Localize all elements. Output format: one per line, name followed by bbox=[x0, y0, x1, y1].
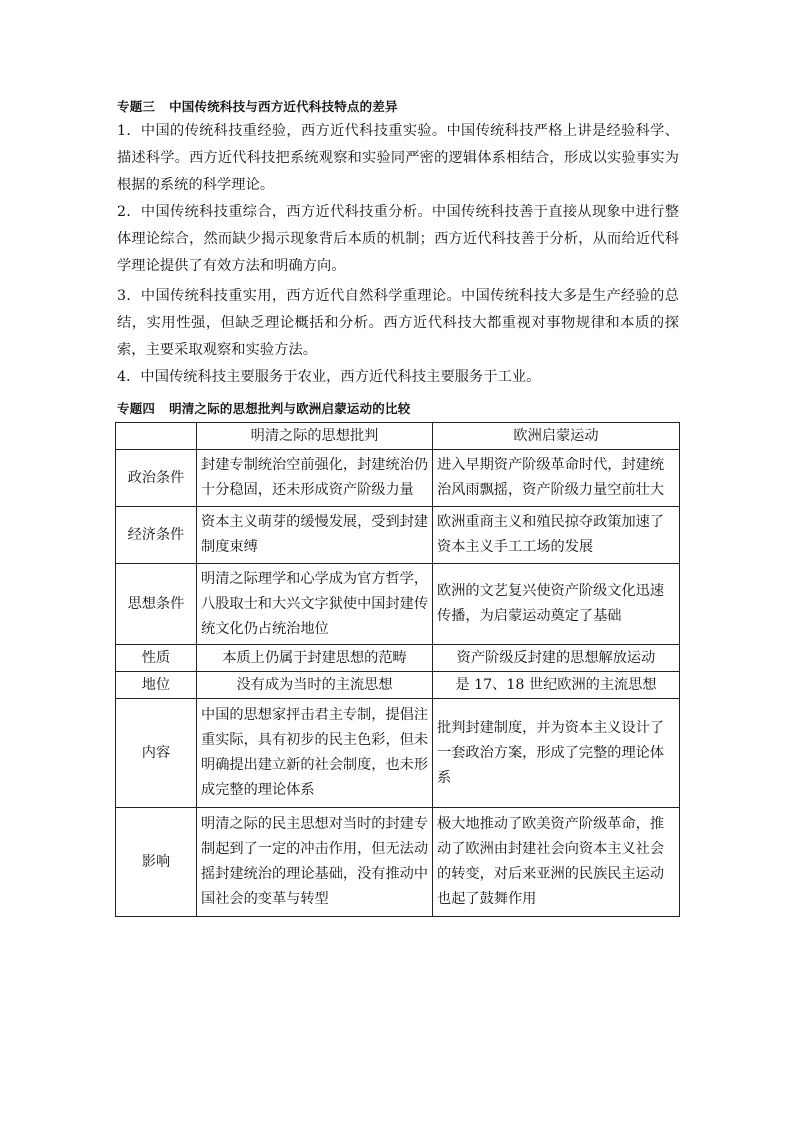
section-3-label: 专题三 bbox=[117, 99, 156, 114]
row-label: 政治条件 bbox=[116, 450, 197, 507]
row-label: 性质 bbox=[116, 645, 197, 672]
section-4-label: 专题四 bbox=[117, 401, 156, 416]
ming-qing-cell: 本质上仍属于封建思想的范畴 bbox=[197, 645, 433, 672]
row-label: 经济条件 bbox=[116, 507, 197, 564]
section-4-title: 明清之际的思想批判与欧洲启蒙运动的比较 bbox=[169, 401, 411, 416]
ming-qing-cell: 明清之际理学和心学成为官方哲学，八股取士和大兴文字狱使中国封建传统文化仍占统治地位 bbox=[197, 564, 433, 645]
enlightenment-cell: 资产阶级反封建的思想解放运动 bbox=[433, 645, 680, 672]
ming-qing-cell: 资本主义萌芽的缓慢发展，受到封建制度束缚 bbox=[197, 507, 433, 564]
section-4-heading bbox=[117, 399, 410, 417]
enlightenment-cell: 极大地推动了欧美资产阶级革命，推动了欧洲由封建社会向资本主义社会的转变，对后来亚洲的民族民主运动也起了鼓舞作用 bbox=[433, 808, 680, 917]
section-3-point-1: 1．中国的传统科技重经验，西方近代科技重实验。中国传统科技严格上讲是经验科学、描述科学。西方近代科技把系统观察和实验同严密的逻辑体系相结合，形成以实验事实为根据的系统的科学理论。 bbox=[117, 123, 679, 193]
enlightenment-cell: 是 17、18 世纪欧洲的主流思想 bbox=[433, 672, 680, 699]
table-row bbox=[116, 672, 680, 699]
section-3-title: 中国传统科技与西方近代科技特点的差异 bbox=[169, 99, 398, 114]
enlightenment-cell: 进入早期资产阶级革命时代，封建统治风雨飘摇，资产阶级力量空前壮大 bbox=[433, 450, 680, 507]
table-row bbox=[116, 808, 680, 917]
table-header-ming-qing: 明清之际的思想批判 bbox=[197, 423, 433, 450]
section-3-point-4: 4．中国传统科技主要服务于农业，西方近代科技主要服务于工业。 bbox=[117, 369, 541, 385]
row-label: 内容 bbox=[116, 699, 197, 808]
section-3-point-2: 2．中国传统科技重综合，西方近代科技重分析。中国传统科技善于直接从现象中进行整体理论综合，然而缺少揭示现象背后本质的机制；西方近代科技善于分析，从而给近代科学理论提供了有效方法和明确方向。 bbox=[117, 204, 679, 274]
enlightenment-cell: 欧洲重商主义和殖民掠夺政策加速了资本主义手工工场的发展 bbox=[433, 507, 680, 564]
table-header-enlightenment: 欧洲启蒙运动 bbox=[433, 423, 680, 450]
table-row bbox=[116, 699, 680, 808]
ming-qing-cell: 没有成为当时的主流思想 bbox=[197, 672, 433, 699]
row-label: 思想条件 bbox=[116, 564, 197, 645]
table-row bbox=[116, 450, 680, 507]
table-row bbox=[116, 507, 680, 564]
table-header-empty bbox=[116, 423, 197, 450]
table-header-row bbox=[116, 423, 680, 450]
row-label: 地位 bbox=[116, 672, 197, 699]
section-3-point-3: 3．中国传统科技重实用，西方近代自然科学重理论。中国传统科技大多是生产经验的总结，实用性强，但缺乏理论概括和分析。西方近代科技大都重视对事物规律和本质的探索，主要采取观察和实验方法。 bbox=[117, 288, 679, 358]
comparison-table bbox=[115, 422, 680, 917]
table-row bbox=[116, 645, 680, 672]
enlightenment-cell: 批判封建制度，并为资本主义设计了一套政治方案，形成了完整的理论体系 bbox=[433, 699, 680, 808]
enlightenment-cell: 欧洲的文艺复兴使资产阶级文化迅速传播，为启蒙运动奠定了基础 bbox=[433, 564, 680, 645]
ming-qing-cell: 中国的思想家抨击君主专制，提倡注重实际，具有初步的民主色彩，但未明确提出建立新的社会制度，也未形成完整的理论体系 bbox=[197, 699, 433, 808]
row-label: 影响 bbox=[116, 808, 197, 917]
table-row bbox=[116, 564, 680, 645]
ming-qing-cell: 明清之际的民主思想对当时的封建专制起到了一定的冲击作用，但无法动摇封建统治的理论基础，没有推动中国社会的变革与转型 bbox=[197, 808, 433, 917]
section-3-heading bbox=[117, 97, 398, 115]
ming-qing-cell: 封建专制统治空前强化，封建统治仍十分稳固，还未形成资产阶级力量 bbox=[197, 450, 433, 507]
